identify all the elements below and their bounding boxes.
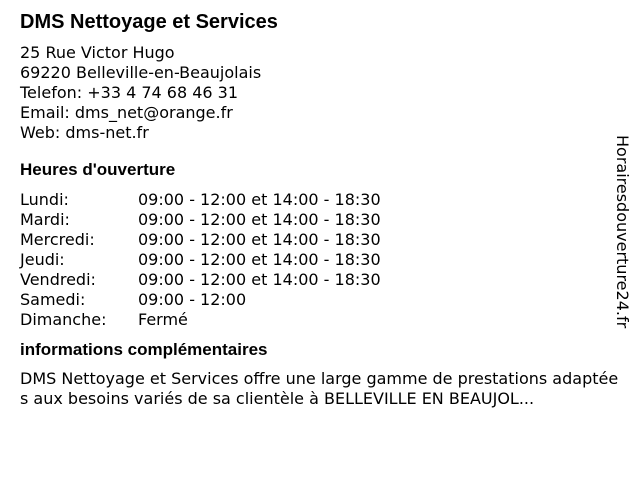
phone-line: Telefon: +33 4 74 68 46 31 <box>20 83 239 102</box>
day-hours: 09:00 - 12:00 et 14:00 - 18:30 <box>138 270 381 289</box>
hours-row-friday <box>20 270 626 290</box>
opening-hours-heading: Heures d'ouverture <box>20 160 176 179</box>
additional-info-heading: informations complémentaires <box>20 340 268 359</box>
hours-row-saturday <box>20 290 626 310</box>
day-hours: 09:00 - 12:00 et 14:00 - 18:30 <box>138 230 381 249</box>
company-name: DMS Nettoyage et Services <box>20 11 278 33</box>
day-hours: 09:00 - 12:00 et 14:00 - 18:30 <box>138 190 381 209</box>
address-street: 25 Rue Victor Hugo <box>20 43 175 62</box>
day-label: Mardi: <box>20 210 70 229</box>
hours-row-tuesday <box>20 210 626 230</box>
web-line: Web: dms-net.fr <box>20 123 149 142</box>
day-hours: 09:00 - 12:00 <box>138 290 247 309</box>
business-description: DMS Nettoyage et Services offre une large gamme de prestations adaptées aux besoins variés de sa clientèle à BELLEVILLE EN BEAUJOL... <box>20 369 619 408</box>
day-label: Lundi: <box>20 190 69 209</box>
email-line: Email: dms_net@orange.fr <box>20 103 233 122</box>
day-label: Samedi: <box>20 290 86 309</box>
day-label: Mercredi: <box>20 230 95 249</box>
day-label: Jeudi: <box>20 250 65 269</box>
business-card <box>20 10 626 409</box>
hours-row-sunday <box>20 310 626 330</box>
day-label: Dimanche: <box>20 310 107 329</box>
day-label: Vendredi: <box>20 270 96 289</box>
opening-hours-table <box>20 190 626 330</box>
contact-block <box>20 43 626 143</box>
hours-row-monday <box>20 190 626 210</box>
hours-row-wednesday <box>20 230 626 250</box>
hours-row-thursday <box>20 250 626 270</box>
site-watermark: Horairesdouverture24.fr <box>613 135 632 329</box>
day-hours: 09:00 - 12:00 et 14:00 - 18:30 <box>138 250 381 269</box>
day-hours: 09:00 - 12:00 et 14:00 - 18:30 <box>138 210 381 229</box>
day-hours: Fermé <box>138 310 188 329</box>
address-city: 69220 Belleville-en-Beaujolais <box>20 63 262 82</box>
